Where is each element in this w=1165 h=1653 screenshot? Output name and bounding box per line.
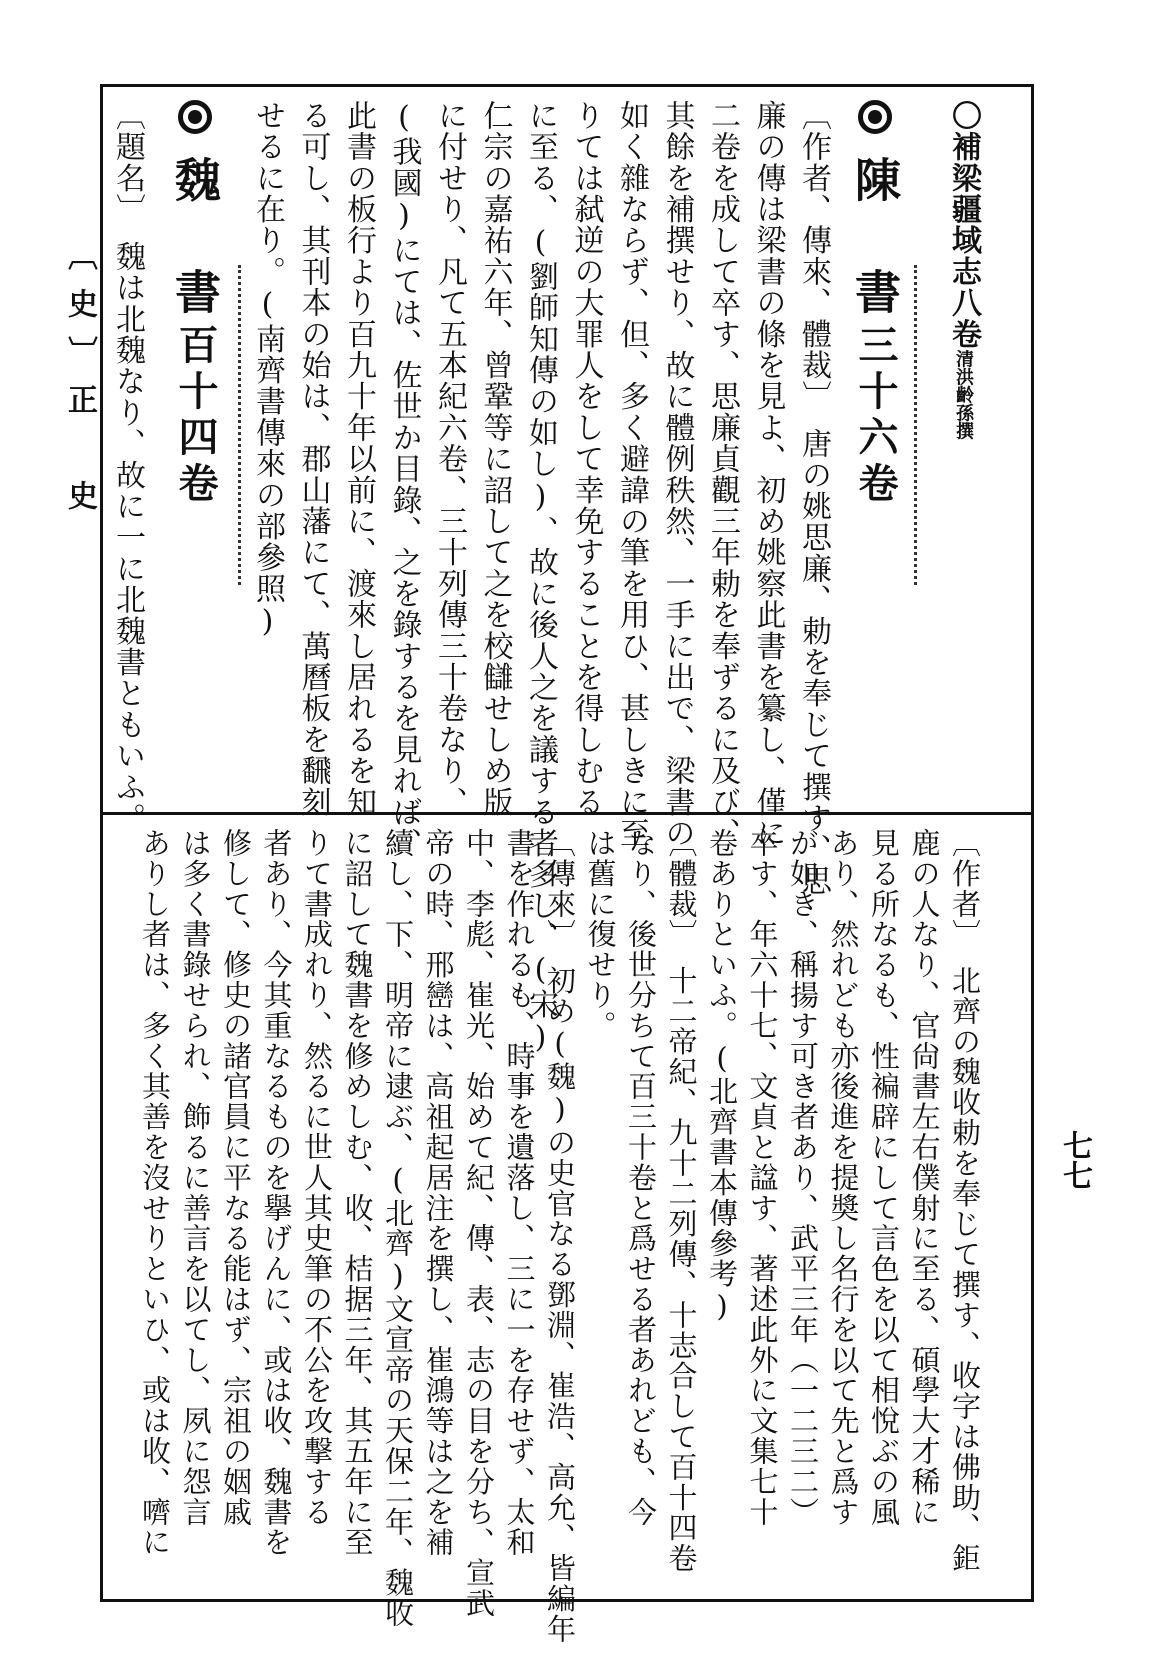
text-column: 書を作れるも、時事を遺落し、三に一を存せず、太和 [502, 828, 537, 1558]
text-column: 〔題名〕 魏は北魏なり、故に一に北魏書ともいふ。 [110, 100, 145, 834]
text-column: る可し、其刊本の始は、郡山藩にて、萬曆板を飜刻 [295, 100, 331, 818]
text-column: 廉の傳は梁書の條を見よ、初め姚察此書を纂し、僅に [750, 100, 786, 849]
text-column: りては弑逆の大罪人をして幸免することを得しむる [568, 100, 604, 818]
side-category: 〔史〕 [62, 240, 97, 384]
text-column: 仁宗の嘉祐六年、曾鞏等に詔して之を校讎せしめ版 [477, 100, 513, 818]
side-subcategory: 正 史 [62, 384, 97, 528]
note-author: 清洪齡孫撰 [953, 349, 974, 440]
side-header [57, 240, 101, 528]
chen-volumes: 三十六卷 [852, 324, 899, 508]
page-number: 七七 [1057, 1130, 1092, 1190]
text-column: 〔體裁〕 十二帝紀、九十二列傳、十志合して百十四卷 [664, 828, 699, 1574]
note-column [946, 100, 981, 440]
text-column: 修して、修史の諸官員に平なる能はず、宗祖の姻戚 [219, 828, 253, 1528]
text-column: 見る所なるも、性褊辟にして言色を以て相悅ぶの風 [867, 828, 901, 1528]
text-column: ありし者は、多く其善を沒せりといひ、或は收、嚌に [138, 828, 172, 1558]
text-column: に詔して魏書を修めしむ、收、桔据三年、其五年に至 [340, 828, 375, 1558]
section-divider [100, 812, 1034, 815]
text-column: 如く雜ならず、但、多く避諱の筆を用ひ、甚しきに至 [614, 100, 649, 849]
text-column: 卷ありといふ。(北齊書本傳參考) [705, 828, 739, 1325]
chen-wavy-rule [914, 265, 923, 585]
bullet-icon [858, 100, 892, 134]
text-column: せるに在り。(南齊書傳來の部參照) [250, 100, 285, 641]
text-column: 者あり、今其重なるものを擧げんに、或は收、魏書を [259, 828, 294, 1558]
chen-heading [848, 100, 902, 508]
bullet-icon [178, 100, 212, 134]
text-column: 續し、下、明帝に逮ぶ、(北齊)文宣帝の天保二年、魏收 [381, 828, 415, 1629]
text-column: 鹿の人なり、官尙書左右僕射に至る、碩學大才稀に [907, 828, 942, 1528]
text-column: は多く書錄せられ、飾るに善言を以てし、夙に怨言 [178, 828, 213, 1528]
wei-title: 魏 書 [168, 156, 222, 324]
text-column: 其餘を補撰せり、故に體例秩然、一手に出で、梁書の [659, 100, 695, 849]
note-text: 〇補梁疆域志八卷 [946, 100, 981, 350]
wei-heading [168, 100, 222, 508]
text-column: なり、後世分ちて百三十卷と爲せる者あれども、今 [624, 828, 658, 1528]
text-column: 此書の板行より百九十年以前に、渡來し居れるを知 [341, 100, 376, 818]
text-column: 〔作者〕 北齊の魏收勅を奉じて撰す、收字は佛助、鉅 [948, 828, 982, 1574]
text-column: 〔傳來〕 初め(魏)の史官なる鄧淵、崔浩、高允、皆編年 [543, 828, 577, 1645]
text-column: に至る、(劉師知傳の如し)、故に後人之を議する者多し、(宋) [523, 100, 558, 1057]
text-column: 二卷を成して卒す、思廉貞觀三年勅を奉ずるに及び、 [705, 100, 740, 849]
text-column: あり、然れども亦後進を提奬し名行を以て先と爲す [826, 828, 861, 1528]
text-column: は舊に復せり。 [583, 828, 618, 1041]
text-column: に付せり、凡て五本紀六卷、三十列傳三十卷なり、 [432, 100, 467, 818]
chen-title: 陳 書 [848, 156, 902, 324]
text-column: 帝の時、邢巒は、高祖起居注を撰し、崔鴻等は之を補 [421, 828, 456, 1558]
text-column: 〔作者、傳來、體裁〕 唐の姚思廉、勅を奉じて撰す、思 [796, 100, 831, 897]
text-column: (我國)にては、佐世か目錄、之を錄するを見れば、 [386, 100, 422, 859]
text-column: が如き、稱揚す可き者あり、武平三年（一二三二） [786, 828, 820, 1528]
wei-wavy-rule [238, 265, 247, 585]
text-column: 卒す、年六十七、文貞と諡す、著述此外に文集七十 [745, 828, 780, 1528]
text-column: 中、李彪、崔光、始めて紀、傳、表、志の目を分ち、宣武 [462, 828, 496, 1619]
text-column: りて書成れり、然るに世人其史筆の不公を攻撃する [300, 828, 334, 1528]
wei-volumes: 百十四卷 [172, 324, 219, 508]
